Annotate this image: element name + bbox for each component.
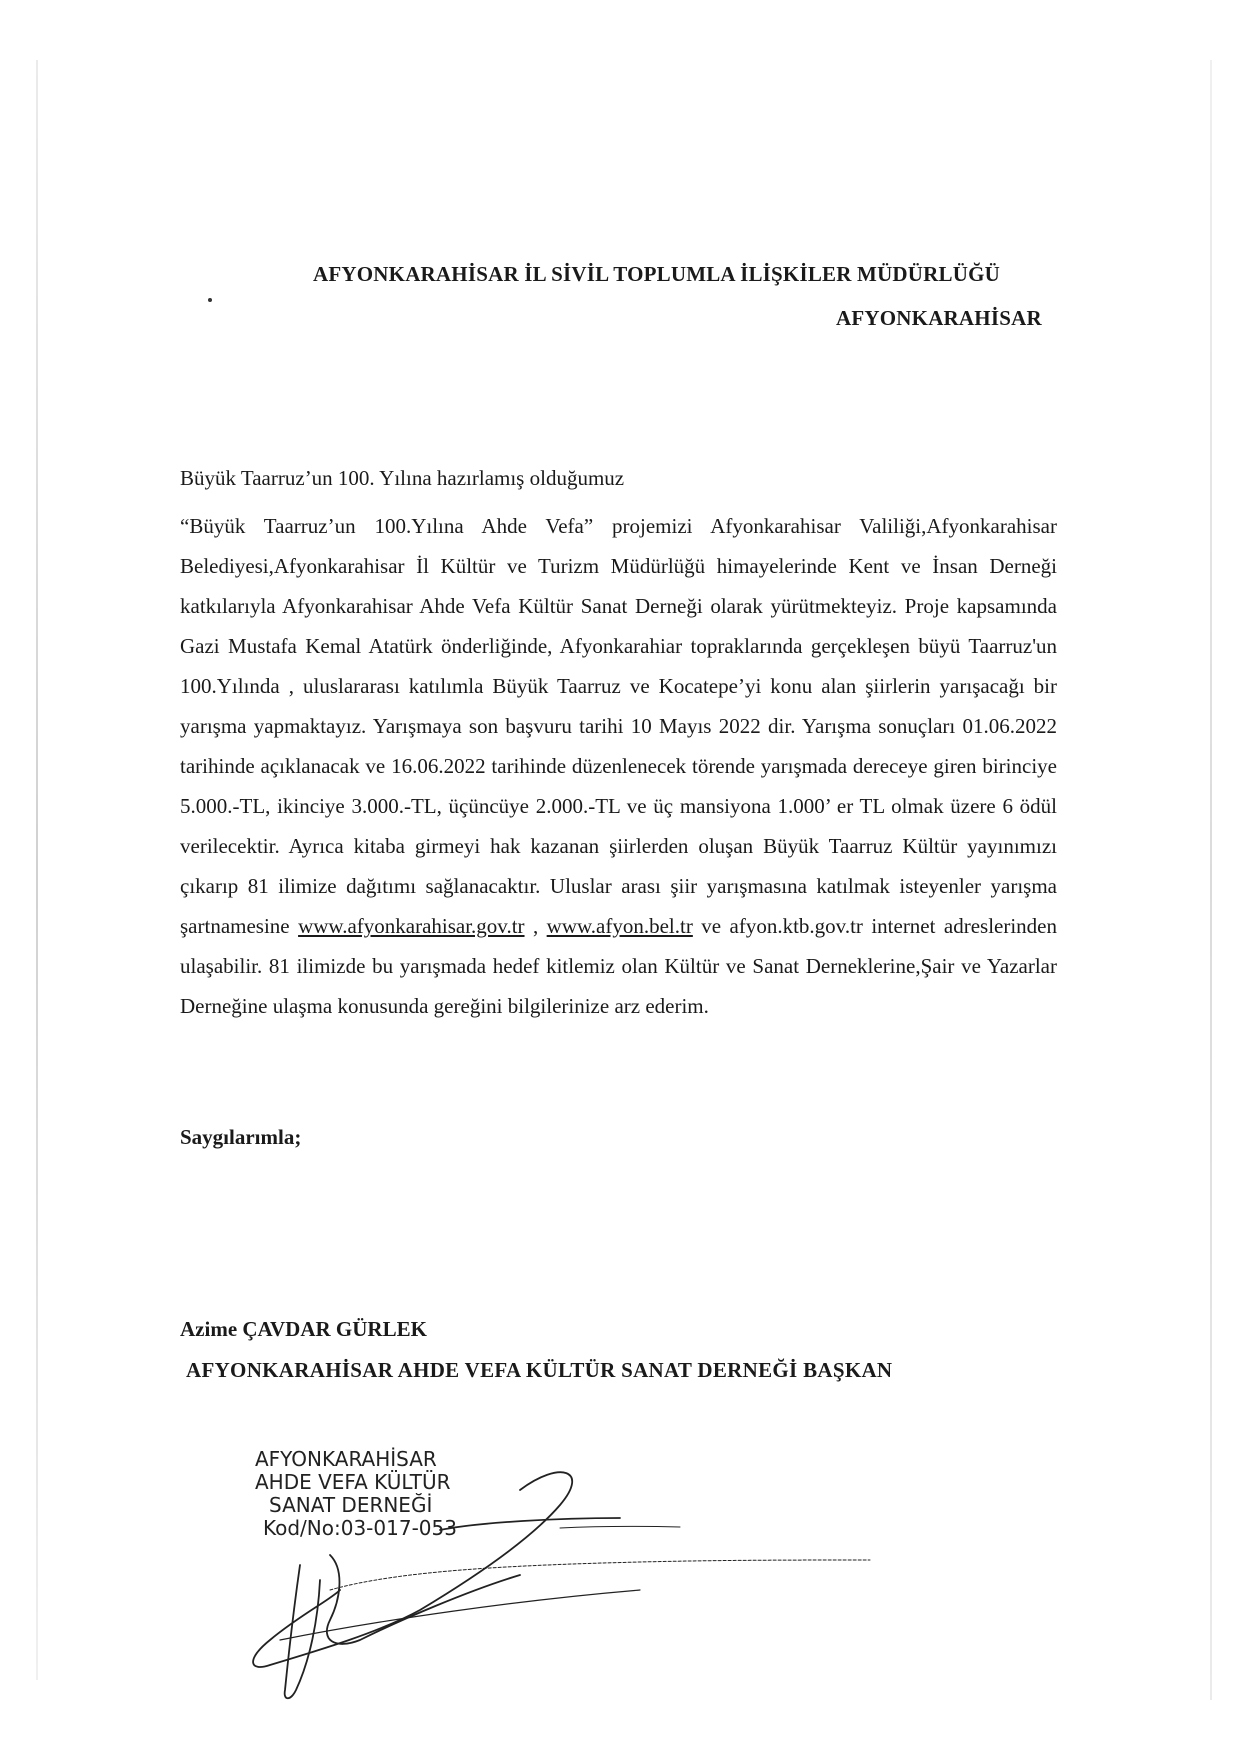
body-text-part-1: “Büyük Taarruz’un 100.Yılına Ahde Vefa” projemizi Afyonkarahisar Valiliği,Afyonkarahisar Belediyesi,Afyonkarahisar İl Kültür ve Turizm Müdürlüğü himayelerinde Kent ve İnsan Derneği katkılarıyla Afyonkarahisar Ahde Vefa Kültür Sanat Derneği olarak yürütmekteyiz. Proje kapsamında Gazi Mustafa Kemal Atatürk önderliğinde, Afyonkarahiar topraklarında gerçekleşen büyü Taarruz'un 100.Yılında , uluslararası katılımla Büyük Taarruz ve Kocatepe’yi konu alan şiirlerin yarışacağı bir yarışma yapmaktayız. Yarışmaya son başvuru tarihi 10 Mayıs 2022 dir. Yarışma sonuçları 01.06.2022 tarihinde açıklanacak ve 16.06.2022 tarihinde düzenlenecek törende yarışmada dereceye giren birinciye 5.000.-TL, ikinciye 3.000.-TL, üçüncüye 2.000.-TL ve üç mansiyona 1.000’ er TL olmak üzere 6 ödül verilecektir. Ayrıca kitaba girmeyi hak kazanan şiirlerden oluşan Büyük Taarruz Kültür yayınımızı çıkarıp 81 ilimize dağıtımı sağlanacaktır. Uluslar arası şiir yarışmasına katılmak isteyenler yarışma şartnamesine [180,514,1057,938]
recipient-line-2: AFYONKARAHİSAR [836,306,1042,330]
stamp-line-4: Kod/No:03-017-053 [263,1516,457,1540]
signatory-name: Azime ÇAVDAR GÜRLEK [180,1317,427,1341]
stamp-line-1: AFYONKARAHİSAR [255,1447,437,1471]
intro-line: Büyük Taarruz’un 100. Yılına hazırlamış olduğumuz [180,466,625,490]
letter-body [180,506,1057,1026]
body-text-part-2: ve afyon.ktb.gov.tr internet adreslerinden ulaşabilir. 81 ilimizde bu yarışmada hedef kitlemiz olan Kültür ve Sanat Derneklerine,Şair ve Yazarlar Derneğine ulaşma konusunda gereğini bilgilerinize arz ederim. [180,914,1058,1018]
stamp-line-2: AHDE VEFA KÜLTÜR [255,1470,451,1494]
scan-edge-left [36,60,38,1680]
association-stamp [255,1448,457,1540]
link-separator: , [524,914,547,938]
link-afyon-bel[interactable]: www.afyon.bel.tr [546,914,693,938]
scan-edge-right [1210,60,1212,1700]
link-afyonkarahisar-gov[interactable]: www.afyonkarahisar.gov.tr [298,914,525,938]
stamp-line-3: SANAT DERNEĞİ [269,1493,433,1517]
recipient-line-1: AFYONKARAHİSAR İL SİVİL TOPLUMLA İLİŞKİLER MÜDÜRLÜĞÜ [313,262,1001,286]
closing-salutation: Saygılarımla; [180,1125,302,1149]
signatory-title: AFYONKARAHİSAR AHDE VEFA KÜLTÜR SANAT DERNEĞİ BAŞKAN [186,1358,893,1382]
scan-speck [208,298,212,302]
